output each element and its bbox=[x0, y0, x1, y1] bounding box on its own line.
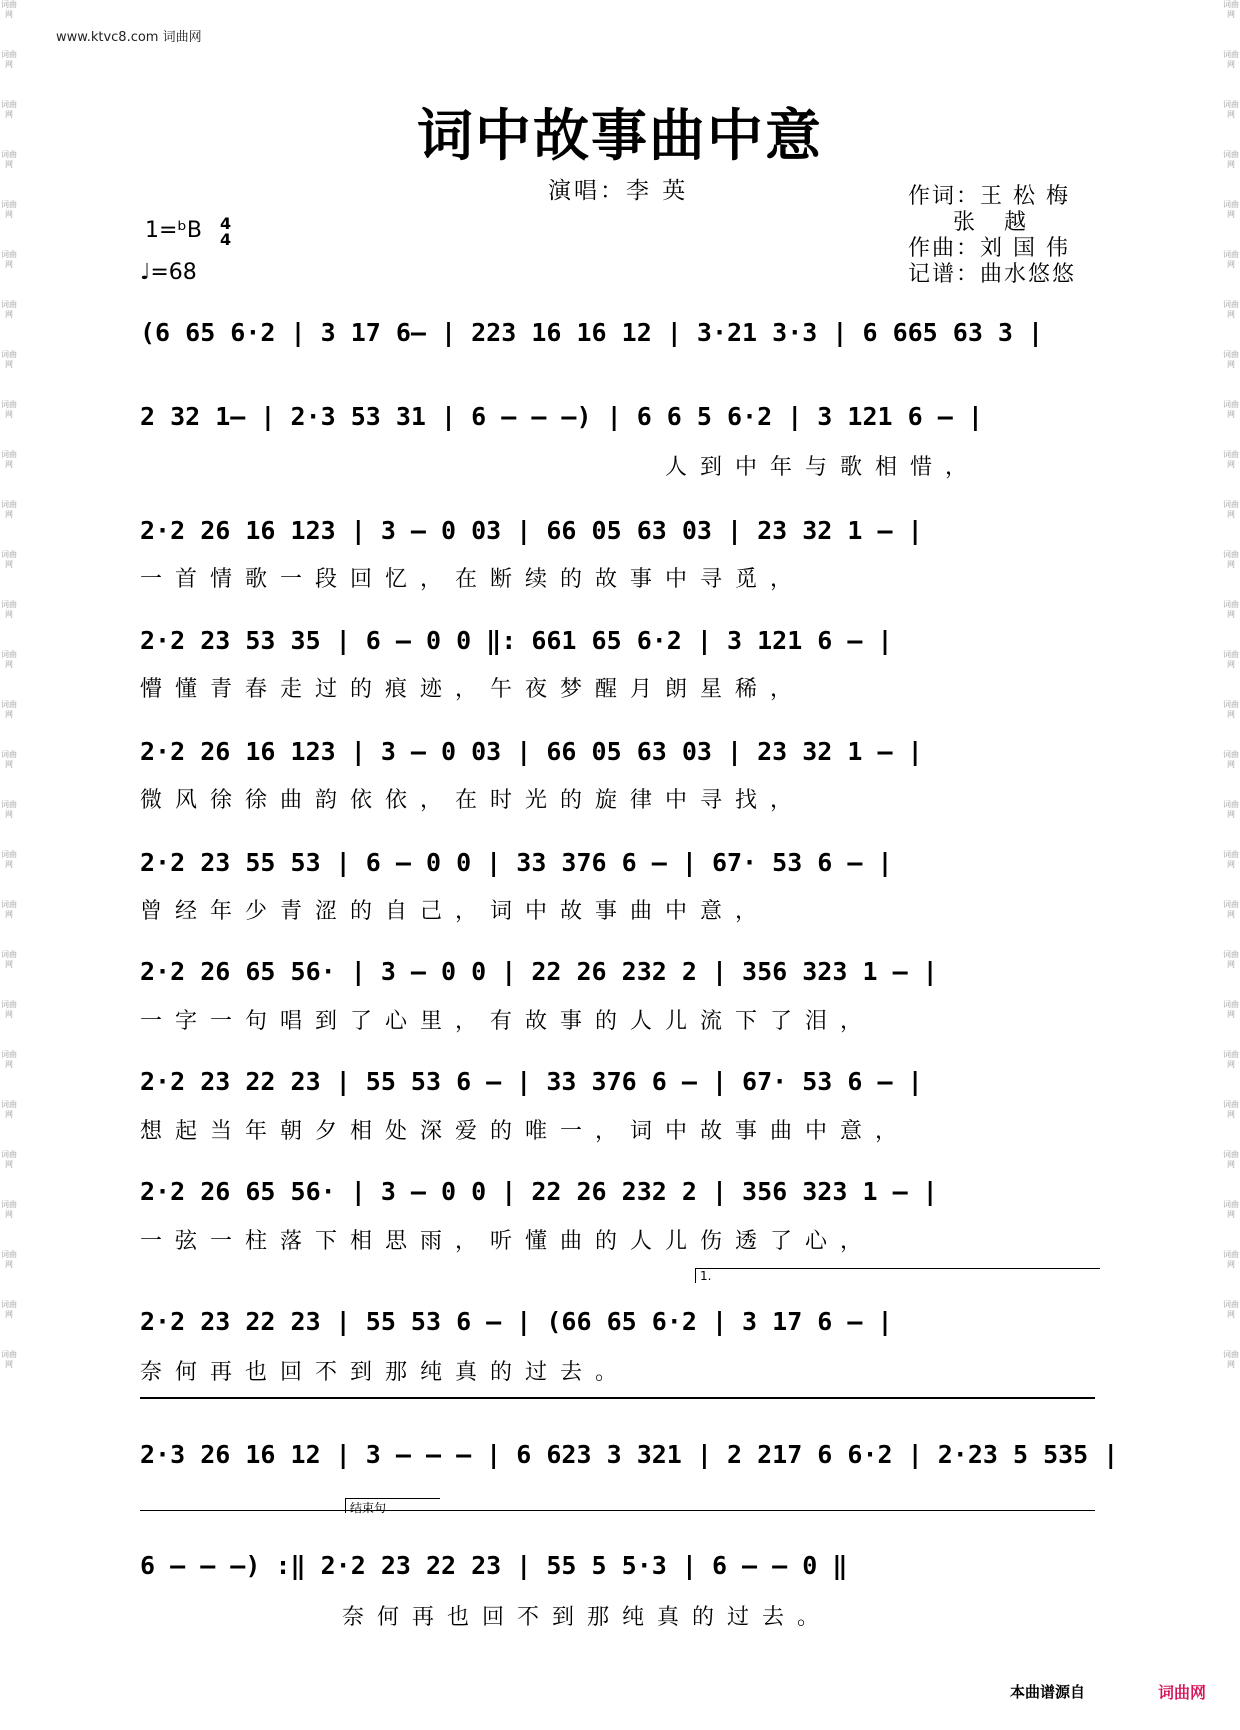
notation-row-2: 2 32 1– | 2·3 53 31 | 6 – – –) | 6 6 5 6·2 | 3 121 6 – | bbox=[140, 402, 983, 431]
lyricist-credit: 作词：王 松 梅 bbox=[908, 184, 1070, 209]
site-url: www.ktvc8.com 词曲网 bbox=[56, 30, 202, 45]
key-signature: 1=ᵇB bbox=[145, 218, 202, 243]
notation-row-11: 2·3 26 16 12 | 3 – – – | 6 623 3 321 | 2 217 6 6·2 | 2·23 5 535 | bbox=[140, 1440, 1119, 1469]
notation-row-12: 6 – – –) :‖ 2·2 23 22 23 | 55 5 5·3 | 6 – – 0 ‖ bbox=[140, 1551, 848, 1580]
notation-row-6: 2·2 23 55 53 | 6 – 0 0 | 33 376 6 – | 67· 53 6 – | bbox=[140, 848, 893, 877]
lyricist-credit-2: 张 越 bbox=[908, 210, 1028, 235]
notation-row-7: 2·2 26 65 56· | 3 – 0 0 | 22 26 232 2 | 356 323 1 – | bbox=[140, 957, 938, 986]
footer-brand: 词曲网 bbox=[1158, 1683, 1207, 1702]
lyric-row-6: 曾经年少青涩的自己，词中故事曲中意， bbox=[140, 899, 771, 924]
lyric-row-5: 微风徐徐曲韵依依，在时光的旋律中寻找， bbox=[140, 788, 806, 813]
notation-row-10: 2·2 23 22 23 | 55 53 6 – | (66 65 6·2 | 3 17 6 – | bbox=[140, 1307, 893, 1336]
right-watermark-strip: 词曲网 词曲网 词曲网 词曲网 词曲网 词曲网 词曲网 词曲网 词曲网 词曲网 词曲网 词曲网 词曲网 词曲网 词曲网 词曲网 词曲网 词曲网 词曲网 词曲网 词曲网 词曲网 词曲网 词曲网 词曲网 词曲网 词曲网 词曲网 bbox=[1223, 0, 1239, 1369]
tempo-marking: ♩=68 bbox=[140, 260, 197, 285]
notation-row-3: 2·2 26 16 123 | 3 – 0 03 | 66 05 63 03 | 23 32 1 – | bbox=[140, 516, 923, 545]
lyric-row-4: 懵懂青春走过的痕迹，午夜梦醒月朗星稀， bbox=[140, 677, 806, 702]
notation-row-8: 2·2 23 22 23 | 55 53 6 – | 33 376 6 – | 67· 53 6 – | bbox=[140, 1067, 923, 1096]
transcriber-credit: 记谱：曲水悠悠 bbox=[908, 262, 1077, 287]
lyric-row-3: 一首情歌一段回忆，在断续的故事中寻觅， bbox=[140, 567, 806, 592]
time-signature bbox=[220, 216, 231, 248]
left-watermark-strip: 词曲网 词曲网 词曲网 词曲网 词曲网 词曲网 词曲网 词曲网 词曲网 词曲网 词曲网 词曲网 词曲网 词曲网 词曲网 词曲网 词曲网 词曲网 词曲网 词曲网 词曲网 词曲网 词曲网 词曲网 词曲网 词曲网 词曲网 词曲网 bbox=[1, 0, 17, 1369]
song-title: 词中故事曲中意 bbox=[417, 103, 823, 169]
meter-top: 4 bbox=[220, 214, 232, 233]
lyric-row-12: 奈何再也回不到那纯真的过去。 bbox=[342, 1605, 833, 1630]
section-divider bbox=[140, 1397, 1095, 1399]
lyric-row-2: 人到中年与歌相惜， bbox=[665, 455, 981, 480]
meter-bottom: 4 bbox=[220, 230, 232, 249]
singer-credit: 演唱：李 英 bbox=[548, 178, 689, 204]
notation-row-5: 2·2 26 16 123 | 3 – 0 03 | 66 05 63 03 | 23 32 1 – | bbox=[140, 737, 923, 766]
credits-block bbox=[908, 184, 1076, 288]
ending-label: 结束句 bbox=[345, 1498, 440, 1513]
volta-first-ending: 1. bbox=[695, 1268, 1100, 1283]
composer-credit: 作曲：刘 国 伟 bbox=[908, 236, 1070, 261]
footer-source: 本曲谱源自 bbox=[1010, 1683, 1086, 1701]
lyric-row-8: 想起当年朝夕相处深爱的唯一，词中故事曲中意， bbox=[140, 1119, 911, 1144]
lyric-row-7: 一字一句唱到了心里，有故事的人儿流下了泪， bbox=[140, 1009, 876, 1034]
lyric-row-10: 奈何再也回不到那纯真的过去。 bbox=[140, 1360, 631, 1385]
notation-row-1: (6 65 6·2 | 3 17 6– | 223 16 16 12 | 3·21 3·3 | 6 665 63 3 | bbox=[140, 318, 1044, 347]
ending-divider bbox=[140, 1510, 1095, 1511]
notation-row-4: 2·2 23 53 35 | 6 – 0 0 ‖: 661 65 6·2 | 3 121 6 – | bbox=[140, 626, 893, 655]
lyric-row-9: 一弦一柱落下相思雨，听懂曲的人儿伤透了心， bbox=[140, 1229, 876, 1254]
notation-row-9: 2·2 26 65 56· | 3 – 0 0 | 22 26 232 2 | 356 323 1 – | bbox=[140, 1177, 938, 1206]
